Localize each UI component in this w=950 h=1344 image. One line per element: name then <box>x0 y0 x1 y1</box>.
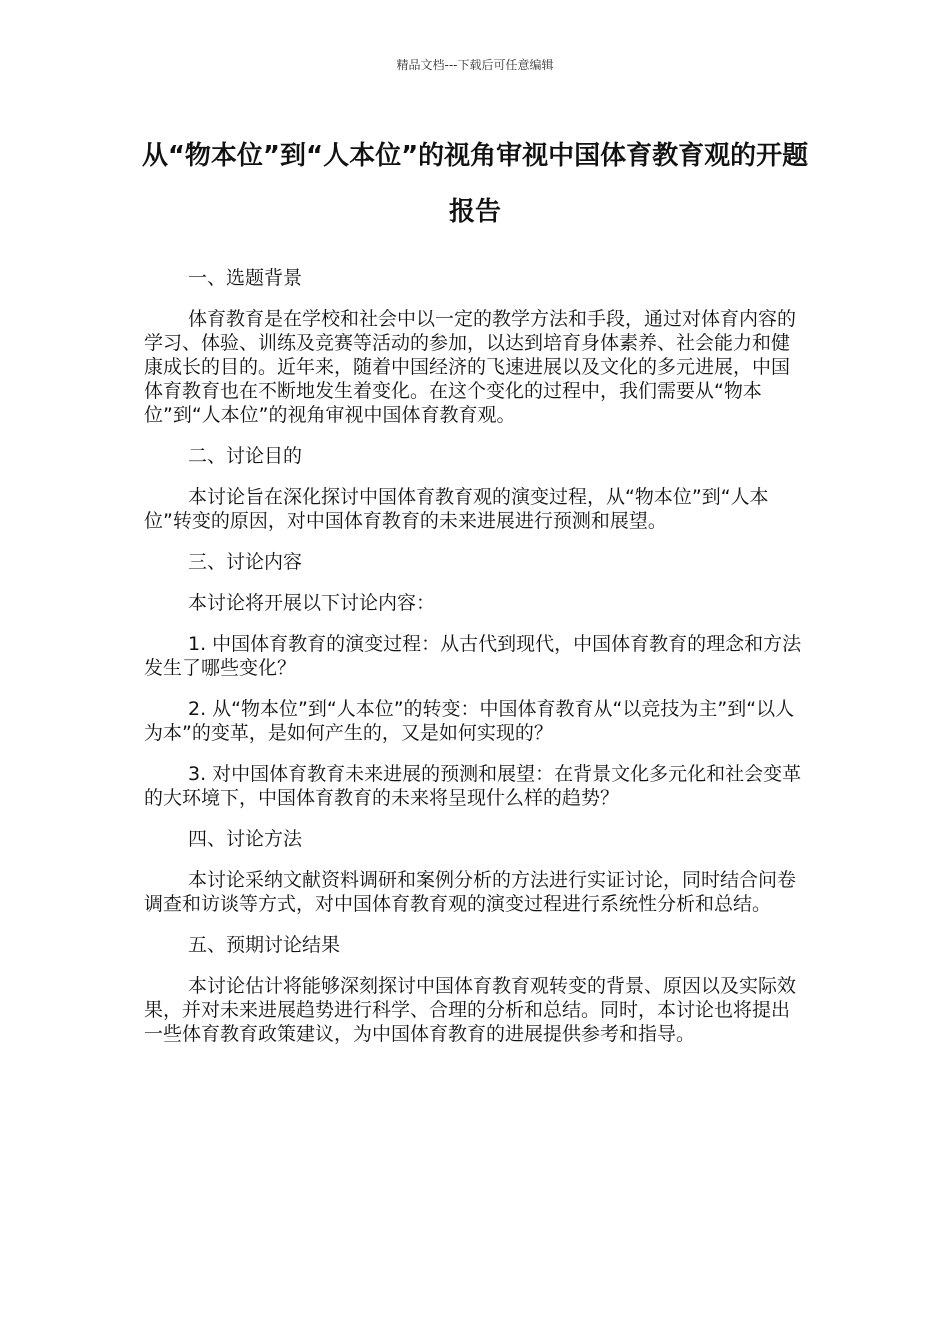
paragraph: 本讨论采纳文献资料调研和案例分析的方法进行实证讨论，同时结合问卷调查和访谈等方式，对中国体育教育观的演变过程进行系统性分析和总结。 <box>144 869 797 915</box>
section-heading: 五、预期讨论结果 <box>188 934 341 956</box>
paragraph: 本讨论旨在深化探讨中国体育教育观的演变过程，从“物本位”到“人本位”转变的原因，对中国体育教育的未来进展进行预测和展望。 <box>144 486 769 532</box>
document-body <box>144 266 802 1063</box>
section-heading: 二、讨论目的 <box>188 445 303 467</box>
paragraph: 体育教育是在学校和社会中以一定的教学方法和手段，通过对体育内容的学习、体验、训练及竞赛等活动的参加，以达到培育身体素养、社会能力和健康成长的目的。近年来，随着中国经济的飞速进展以及文化的多元进展，中国体育教育也在不断地发生着变化。在这个变化的过程中，我们需要从“物本位”到“人本位”的视角审视中国体育教育观。 <box>144 308 797 426</box>
numbered-item: 3. 对中国体育教育未来进展的预测和展望：在背景文化多元化和社会变革的大环境下，中国体育教育的未来将呈现什么样的趋势？ <box>144 763 802 809</box>
document-title: 从“物本位”到“人本位”的视角审视中国体育教育观的开题报告 <box>141 141 809 227</box>
section-heading: 一、选题背景 <box>188 267 303 289</box>
section-heading: 四、讨论方法 <box>188 828 303 850</box>
numbered-item: 2. 从“物本位”到“人本位”的转变：中国体育教育从“以竞技为主”到“以人为本”的变革，是如何产生的，又是如何实现的？ <box>144 698 795 744</box>
section-heading: 三、讨论内容 <box>188 551 303 573</box>
paragraph: 本讨论估计将能够深刻探讨中国体育教育观转变的背景、原因以及实际效果，并对未来进展趋势进行科学、合理的分析和总结。同时，本讨论也将提出一些体育教育政策建议，为中国体育教育的进展提供参考和指导。 <box>144 975 797 1045</box>
numbered-item: 1. 中国体育教育的演变过程：从古代到现代，中国体育教育的理念和方法发生了哪些变化？ <box>144 633 802 679</box>
page-header: 精品文档---下载后可任意编辑 <box>396 58 554 72</box>
paragraph: 本讨论将开展以下讨论内容： <box>188 592 436 614</box>
